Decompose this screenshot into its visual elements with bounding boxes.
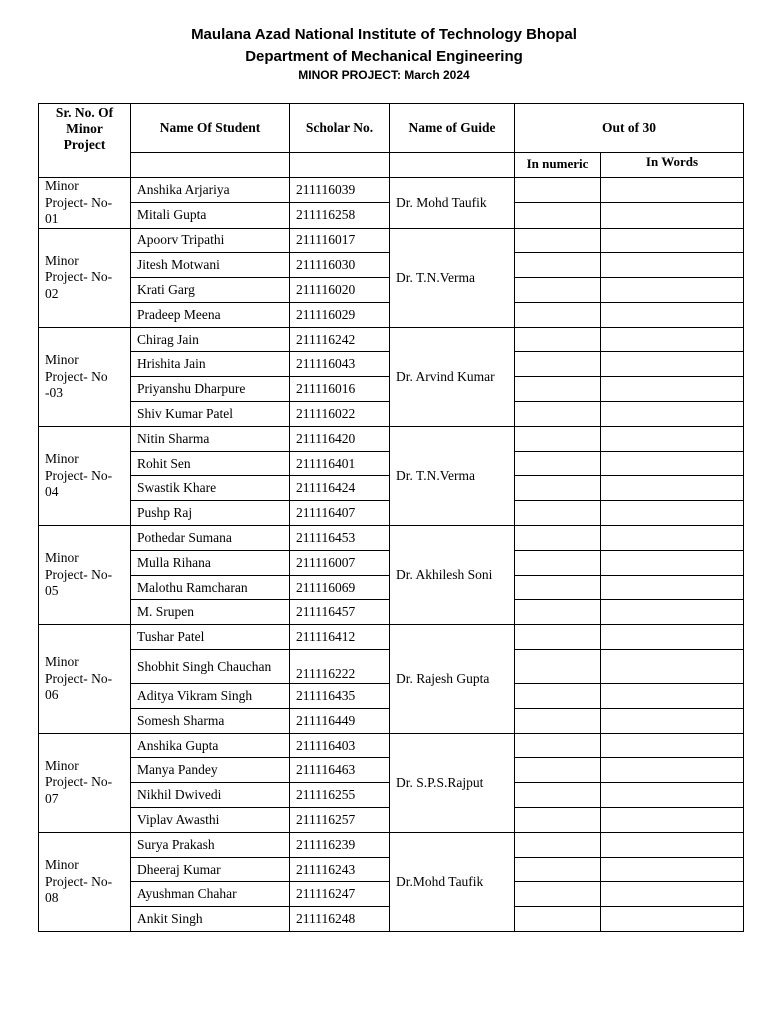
department-title: Department of Mechanical Engineering — [245, 48, 523, 65]
student-name-cell: Apoorv Tripathi — [131, 228, 290, 253]
scholar-number-cell: 211116420 — [290, 426, 390, 451]
scholar-number-cell: 211116239 — [290, 832, 390, 857]
project-number-cell: Minor Project- No-07 — [39, 733, 131, 832]
marks-numeric-cell[interactable] — [515, 808, 601, 833]
project-number-cell: Minor Project- No-02 — [39, 228, 131, 327]
marks-words-cell[interactable] — [601, 278, 744, 303]
marks-numeric-cell[interactable] — [515, 302, 601, 327]
marks-words-cell[interactable] — [601, 178, 744, 203]
student-name-cell: Ayushman Chahar — [131, 882, 290, 907]
marks-numeric-cell[interactable] — [515, 526, 601, 551]
scholar-number-cell: 211116247 — [290, 882, 390, 907]
scholar-number-cell: 211116022 — [290, 402, 390, 427]
student-name-cell: Shobhit Singh Chauchan — [131, 650, 290, 684]
marks-numeric-cell[interactable] — [515, 625, 601, 650]
scholar-number-cell: 211116017 — [290, 228, 390, 253]
marks-numeric-cell[interactable] — [515, 550, 601, 575]
marks-numeric-cell[interactable] — [515, 907, 601, 932]
marks-words-cell[interactable] — [601, 402, 744, 427]
marks-numeric-cell[interactable] — [515, 575, 601, 600]
marks-numeric-cell[interactable] — [515, 708, 601, 733]
student-name-cell: Shiv Kumar Patel — [131, 402, 290, 427]
guide-name-cell: Dr. T.N.Verma — [390, 228, 515, 327]
student-name-cell: Surya Prakash — [131, 832, 290, 857]
student-name-cell: Rohit Sen — [131, 451, 290, 476]
col-header-in-words: In Words — [601, 153, 744, 178]
marks-words-cell[interactable] — [601, 501, 744, 526]
marks-words-cell[interactable] — [601, 203, 744, 228]
marks-numeric-cell[interactable] — [515, 377, 601, 402]
scholar-number-cell: 211116449 — [290, 708, 390, 733]
student-name-cell: Dheeraj Kumar — [131, 857, 290, 882]
scholar-number-cell: 211116030 — [290, 253, 390, 278]
scholar-number-cell: 211116039 — [290, 178, 390, 203]
marks-words-cell[interactable] — [601, 857, 744, 882]
marks-words-cell[interactable] — [601, 476, 744, 501]
marks-words-cell[interactable] — [601, 228, 744, 253]
marks-numeric-cell[interactable] — [515, 783, 601, 808]
marks-words-cell[interactable] — [601, 684, 744, 709]
marks-words-cell[interactable] — [601, 808, 744, 833]
guide-name-cell: Dr. Mohd Taufik — [390, 178, 515, 229]
student-name-cell: Mitali Gupta — [131, 203, 290, 228]
marks-numeric-cell[interactable] — [515, 650, 601, 684]
scholar-number-cell: 211116457 — [290, 600, 390, 625]
student-name-cell: Manya Pandey — [131, 758, 290, 783]
marks-words-cell[interactable] — [601, 526, 744, 551]
marks-words-cell[interactable] — [601, 377, 744, 402]
scholar-number-cell: 211116069 — [290, 575, 390, 600]
student-name-cell: Aditya Vikram Singh — [131, 684, 290, 709]
marks-words-cell[interactable] — [601, 832, 744, 857]
student-name-cell: Pothedar Sumana — [131, 526, 290, 551]
marks-table — [38, 103, 744, 932]
col-header-marks: Out of 30 — [515, 104, 744, 153]
marks-words-cell[interactable] — [601, 783, 744, 808]
student-name-cell: M. Srupen — [131, 600, 290, 625]
marks-numeric-cell[interactable] — [515, 733, 601, 758]
col-header-student-name: Name Of Student — [131, 104, 290, 153]
student-name-cell: Tushar Patel — [131, 625, 290, 650]
marks-numeric-cell[interactable] — [515, 178, 601, 203]
marks-numeric-cell[interactable] — [515, 203, 601, 228]
marks-numeric-cell[interactable] — [515, 832, 601, 857]
marks-words-cell[interactable] — [601, 708, 744, 733]
exam-title: MINOR PROJECT: March 2024 — [298, 68, 470, 82]
marks-numeric-cell[interactable] — [515, 684, 601, 709]
student-name-cell: Swastik Khare — [131, 476, 290, 501]
student-name-cell: Nitin Sharma — [131, 426, 290, 451]
marks-numeric-cell[interactable] — [515, 501, 601, 526]
marks-words-cell[interactable] — [601, 907, 744, 932]
student-name-cell: Jitesh Motwani — [131, 253, 290, 278]
guide-name-cell: Dr. Akhilesh Soni — [390, 526, 515, 625]
guide-name-cell: Dr. Arvind Kumar — [390, 327, 515, 426]
marks-words-cell[interactable] — [601, 882, 744, 907]
student-name-cell: Pushp Raj — [131, 501, 290, 526]
guide-name-cell: Dr. Rajesh Gupta — [390, 625, 515, 733]
scholar-number-cell: 211116255 — [290, 783, 390, 808]
student-name-cell: Ankit Singh — [131, 907, 290, 932]
col-header-scholar-no: Scholar No. — [290, 104, 390, 153]
marks-numeric-cell[interactable] — [515, 352, 601, 377]
scholar-number-cell: 211116401 — [290, 451, 390, 476]
scholar-number-cell: 211116248 — [290, 907, 390, 932]
table-row — [39, 733, 744, 758]
student-name-cell: Anshika Gupta — [131, 733, 290, 758]
marks-words-cell[interactable] — [601, 600, 744, 625]
col-header-guide: Name of Guide — [390, 104, 515, 153]
project-number-cell: Minor Project- No-01 — [39, 178, 131, 229]
project-number-cell: Minor Project- No-05 — [39, 526, 131, 625]
marks-words-cell[interactable] — [601, 451, 744, 476]
guide-name-cell: Dr.Mohd Taufik — [390, 832, 515, 931]
table-row — [39, 426, 744, 451]
marks-words-cell[interactable] — [601, 426, 744, 451]
marks-numeric-cell[interactable] — [515, 228, 601, 253]
scholar-number-cell: 211116016 — [290, 377, 390, 402]
scholar-number-cell: 211116407 — [290, 501, 390, 526]
table-row — [39, 625, 744, 650]
scholar-number-cell: 211116222 — [290, 650, 390, 684]
scholar-number-cell: 211116243 — [290, 857, 390, 882]
marks-words-cell[interactable] — [601, 575, 744, 600]
marks-words-cell[interactable] — [601, 733, 744, 758]
student-name-cell: Viplav Awasthi — [131, 808, 290, 833]
student-name-cell: Priyanshu Dharpure — [131, 377, 290, 402]
scholar-number-cell: 211116007 — [290, 550, 390, 575]
marks-numeric-cell[interactable] — [515, 882, 601, 907]
table-row — [39, 526, 744, 551]
header-blank-cell — [131, 153, 290, 178]
student-name-cell: Chirag Jain — [131, 327, 290, 352]
marks-words-cell[interactable] — [601, 352, 744, 377]
marks-numeric-cell[interactable] — [515, 451, 601, 476]
scholar-number-cell: 211116424 — [290, 476, 390, 501]
marks-words-cell[interactable] — [601, 253, 744, 278]
scholar-number-cell: 211116242 — [290, 327, 390, 352]
student-name-cell: Mulla Rihana — [131, 550, 290, 575]
project-number-cell: Minor Project- No -03 — [39, 327, 131, 426]
marks-numeric-cell[interactable] — [515, 402, 601, 427]
scholar-number-cell: 211116020 — [290, 278, 390, 303]
scholar-number-cell: 211116412 — [290, 625, 390, 650]
student-name-cell: Pradeep Meena — [131, 302, 290, 327]
scholar-number-cell: 211116453 — [290, 526, 390, 551]
marks-words-cell[interactable] — [601, 302, 744, 327]
marks-words-cell[interactable] — [601, 650, 744, 684]
project-number-cell: Minor Project- No-06 — [39, 625, 131, 733]
student-name-cell: Anshika Arjariya — [131, 178, 290, 203]
student-name-cell: Hrishita Jain — [131, 352, 290, 377]
project-number-cell: Minor Project- No-08 — [39, 832, 131, 931]
marks-numeric-cell[interactable] — [515, 278, 601, 303]
marks-numeric-cell[interactable] — [515, 857, 601, 882]
table-row — [39, 228, 744, 253]
scholar-number-cell: 211116043 — [290, 352, 390, 377]
scholar-number-cell: 211116257 — [290, 808, 390, 833]
scholar-number-cell: 211116403 — [290, 733, 390, 758]
student-name-cell: Malothu Ramcharan — [131, 575, 290, 600]
scholar-number-cell: 211116258 — [290, 203, 390, 228]
marks-words-cell[interactable] — [601, 327, 744, 352]
scholar-number-cell: 211116463 — [290, 758, 390, 783]
header-blank-cell — [390, 153, 515, 178]
marks-numeric-cell[interactable] — [515, 758, 601, 783]
guide-name-cell: Dr. S.P.S.Rajput — [390, 733, 515, 832]
project-number-cell: Minor Project- No-04 — [39, 426, 131, 525]
institute-title: Maulana Azad National Institute of Technology Bhopal — [191, 26, 577, 43]
student-name-cell: Somesh Sharma — [131, 708, 290, 733]
student-name-cell: Krati Garg — [131, 278, 290, 303]
col-header-sr-no: Sr. No. Of Minor Project — [39, 104, 131, 178]
header-blank-cell — [290, 153, 390, 178]
marks-words-cell[interactable] — [601, 758, 744, 783]
marks-numeric-cell[interactable] — [515, 476, 601, 501]
marks-numeric-cell[interactable] — [515, 426, 601, 451]
marks-words-cell[interactable] — [601, 625, 744, 650]
table-body — [39, 178, 744, 932]
marks-words-cell[interactable] — [601, 550, 744, 575]
marks-numeric-cell[interactable] — [515, 327, 601, 352]
scholar-number-cell: 211116029 — [290, 302, 390, 327]
table-row — [39, 327, 744, 352]
marks-numeric-cell[interactable] — [515, 600, 601, 625]
col-header-in-numeric: In numeric — [515, 153, 601, 178]
marks-numeric-cell[interactable] — [515, 253, 601, 278]
student-name-cell: Nikhil Dwivedi — [131, 783, 290, 808]
table-row — [39, 178, 744, 203]
guide-name-cell: Dr. T.N.Verma — [390, 426, 515, 525]
scholar-number-cell: 211116435 — [290, 684, 390, 709]
table-row — [39, 832, 744, 857]
